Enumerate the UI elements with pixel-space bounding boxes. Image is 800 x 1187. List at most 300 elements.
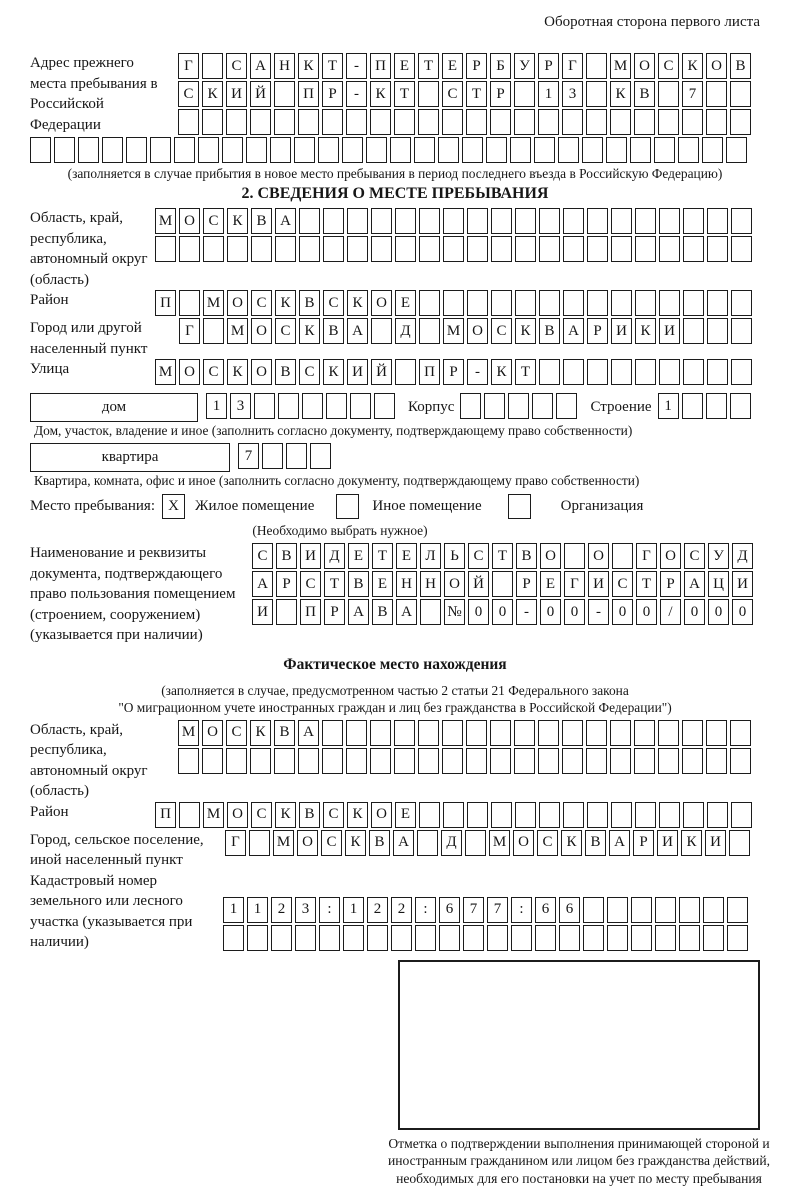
char-box[interactable]: Т [515,359,536,385]
char-box[interactable]: С [299,359,320,385]
char-box[interactable] [683,290,704,316]
checkbox-zhiloe[interactable]: X [162,494,185,519]
checkbox-inoe[interactable] [336,494,359,519]
char-box[interactable] [262,443,283,469]
char-box[interactable]: В [539,318,560,344]
char-box[interactable] [508,393,529,419]
char-box[interactable] [299,236,320,262]
char-box[interactable]: О [179,359,200,385]
char-box[interactable] [515,802,536,828]
char-box[interactable] [418,720,439,746]
char-box[interactable]: К [250,720,271,746]
char-box[interactable]: К [275,290,296,316]
char-box[interactable] [465,830,486,856]
char-box[interactable] [702,137,723,163]
char-box[interactable] [731,359,752,385]
char-box[interactable] [155,236,176,262]
char-box[interactable] [467,208,488,234]
char-box[interactable]: С [275,318,296,344]
char-box[interactable]: Д [395,318,416,344]
char-box[interactable] [587,802,608,828]
char-box[interactable]: № [444,599,465,625]
char-box[interactable] [559,925,580,951]
char-box[interactable] [562,748,583,774]
char-box[interactable] [467,290,488,316]
char-box[interactable]: К [345,830,366,856]
char-box[interactable]: П [155,290,176,316]
char-box[interactable] [611,802,632,828]
char-box[interactable] [276,599,297,625]
char-box[interactable] [371,318,392,344]
char-box[interactable] [683,236,704,262]
char-box[interactable] [443,236,464,262]
char-box[interactable] [179,802,200,828]
char-box[interactable] [727,925,748,951]
char-box[interactable]: И [252,599,273,625]
char-box[interactable]: С [226,720,247,746]
char-box[interactable] [514,81,535,107]
char-box[interactable]: О [513,830,534,856]
char-box[interactable]: С [251,290,272,316]
char-box[interactable] [178,109,199,135]
char-box[interactable]: А [684,571,705,597]
char-box[interactable] [226,748,247,774]
char-box[interactable]: 0 [492,599,513,625]
char-box[interactable] [462,137,483,163]
char-box[interactable]: В [299,802,320,828]
char-box[interactable]: 1 [658,393,679,419]
char-box[interactable]: В [730,53,751,79]
char-box[interactable] [298,748,319,774]
char-box[interactable] [346,109,367,135]
char-box[interactable]: С [323,802,344,828]
char-box[interactable]: А [275,208,296,234]
char-box[interactable] [655,897,676,923]
char-box[interactable] [270,137,291,163]
char-box[interactable] [102,137,123,163]
char-box[interactable] [394,720,415,746]
char-box[interactable]: Д [324,543,345,569]
char-box[interactable]: П [419,359,440,385]
char-box[interactable] [271,925,292,951]
char-box[interactable] [514,720,535,746]
char-box[interactable] [419,208,440,234]
char-box[interactable]: 7 [487,897,508,923]
char-box[interactable]: К [491,359,512,385]
char-box[interactable] [539,802,560,828]
char-box[interactable] [634,720,655,746]
char-box[interactable] [366,137,387,163]
char-box[interactable] [417,830,438,856]
char-box[interactable]: Д [732,543,753,569]
char-box[interactable] [563,359,584,385]
char-box[interactable]: - [346,53,367,79]
char-box[interactable] [726,137,747,163]
char-box[interactable]: О [227,290,248,316]
char-box[interactable]: 7 [682,81,703,107]
char-box[interactable] [514,109,535,135]
char-box[interactable] [247,925,268,951]
char-box[interactable]: Е [395,290,416,316]
char-box[interactable]: Е [348,543,369,569]
char-box[interactable] [346,720,367,746]
char-box[interactable] [538,109,559,135]
char-box[interactable] [418,109,439,135]
char-box[interactable] [370,109,391,135]
char-box[interactable] [535,925,556,951]
char-box[interactable] [491,236,512,262]
char-box[interactable]: - [346,81,367,107]
char-box[interactable]: Р [466,53,487,79]
char-box[interactable] [443,290,464,316]
char-box[interactable] [515,208,536,234]
char-box[interactable] [310,443,331,469]
char-box[interactable] [78,137,99,163]
char-box[interactable]: 2 [391,897,412,923]
char-box[interactable]: С [491,318,512,344]
char-box[interactable]: 3 [295,897,316,923]
char-box[interactable]: И [347,359,368,385]
char-box[interactable]: Ь [444,543,465,569]
checkbox-organizatsiya[interactable] [508,494,531,519]
char-box[interactable] [731,290,752,316]
char-box[interactable]: И [657,830,678,856]
char-box[interactable]: 0 [636,599,657,625]
char-box[interactable] [491,290,512,316]
char-box[interactable]: О [202,720,223,746]
char-box[interactable] [731,802,752,828]
char-box[interactable] [419,802,440,828]
char-box[interactable] [126,137,147,163]
char-box[interactable] [587,290,608,316]
char-box[interactable]: Р [660,571,681,597]
char-box[interactable] [278,393,299,419]
char-box[interactable] [707,359,728,385]
char-box[interactable] [611,359,632,385]
char-box[interactable] [370,748,391,774]
char-box[interactable] [635,802,656,828]
char-box[interactable]: 6 [439,897,460,923]
char-box[interactable]: М [155,208,176,234]
char-box[interactable] [419,236,440,262]
char-box[interactable]: С [178,81,199,107]
char-box[interactable] [706,109,727,135]
char-box[interactable]: К [515,318,536,344]
char-box[interactable] [326,393,347,419]
char-box[interactable]: В [323,318,344,344]
char-box[interactable] [682,393,703,419]
char-box[interactable] [460,393,481,419]
char-box[interactable] [654,137,675,163]
char-box[interactable] [562,720,583,746]
char-box[interactable] [586,720,607,746]
char-box[interactable] [538,748,559,774]
char-box[interactable] [484,393,505,419]
char-box[interactable] [682,109,703,135]
char-box[interactable]: Р [516,571,537,597]
char-box[interactable] [730,748,751,774]
char-box[interactable] [515,236,536,262]
char-box[interactable]: И [659,318,680,344]
char-box[interactable] [443,208,464,234]
char-box[interactable] [658,748,679,774]
char-box[interactable] [607,925,628,951]
char-box[interactable] [486,137,507,163]
char-box[interactable] [635,290,656,316]
char-box[interactable]: О [251,318,272,344]
char-box[interactable] [466,109,487,135]
char-box[interactable] [706,720,727,746]
char-box[interactable] [562,109,583,135]
char-box[interactable] [731,318,752,344]
char-box[interactable] [611,236,632,262]
char-box[interactable] [227,236,248,262]
char-box[interactable]: - [467,359,488,385]
char-box[interactable] [706,748,727,774]
char-box[interactable]: О [467,318,488,344]
char-box[interactable] [659,236,680,262]
char-box[interactable] [558,137,579,163]
char-box[interactable] [727,897,748,923]
char-box[interactable] [583,925,604,951]
char-box[interactable]: Т [466,81,487,107]
char-box[interactable]: А [250,53,271,79]
char-box[interactable] [415,925,436,951]
char-box[interactable]: В [274,720,295,746]
char-box[interactable] [679,897,700,923]
char-box[interactable] [683,318,704,344]
char-box[interactable] [442,720,463,746]
char-box[interactable] [323,208,344,234]
char-box[interactable]: - [588,599,609,625]
char-box[interactable]: М [178,720,199,746]
char-box[interactable]: Т [492,543,513,569]
char-box[interactable]: М [610,53,631,79]
char-box[interactable]: Р [276,571,297,597]
char-box[interactable]: А [396,599,417,625]
char-box[interactable]: Р [322,81,343,107]
char-box[interactable]: А [347,318,368,344]
char-box[interactable] [655,925,676,951]
char-box[interactable]: К [202,81,223,107]
char-box[interactable] [586,53,607,79]
char-box[interactable] [682,720,703,746]
char-box[interactable] [586,748,607,774]
char-box[interactable] [319,925,340,951]
char-box[interactable] [707,802,728,828]
char-box[interactable] [658,109,679,135]
char-box[interactable] [391,925,412,951]
char-box[interactable] [222,137,243,163]
char-box[interactable] [706,81,727,107]
char-box[interactable] [174,137,195,163]
char-box[interactable]: Н [396,571,417,597]
char-box[interactable] [274,109,295,135]
char-box[interactable]: О [634,53,655,79]
char-box[interactable]: 0 [564,599,585,625]
char-box[interactable]: 1 [206,393,227,419]
char-box[interactable]: Г [178,53,199,79]
char-box[interactable] [418,748,439,774]
char-box[interactable]: Р [324,599,345,625]
char-box[interactable] [299,208,320,234]
char-box[interactable]: В [348,571,369,597]
char-box[interactable]: И [300,543,321,569]
char-box[interactable] [586,109,607,135]
char-box[interactable] [491,802,512,828]
char-box[interactable]: М [273,830,294,856]
char-box[interactable] [346,748,367,774]
char-box[interactable]: А [252,571,273,597]
char-box[interactable]: С [684,543,705,569]
char-box[interactable]: К [561,830,582,856]
char-box[interactable] [370,720,391,746]
char-box[interactable]: М [227,318,248,344]
char-box[interactable] [634,109,655,135]
char-box[interactable]: Г [636,543,657,569]
char-box[interactable]: В [275,359,296,385]
char-box[interactable] [706,393,727,419]
char-box[interactable] [274,81,295,107]
char-box[interactable]: С [442,81,463,107]
char-box[interactable] [635,208,656,234]
char-box[interactable] [467,236,488,262]
char-box[interactable] [179,290,200,316]
char-box[interactable]: А [298,720,319,746]
char-box[interactable] [731,236,752,262]
char-box[interactable]: К [227,208,248,234]
char-box[interactable] [463,925,484,951]
char-box[interactable]: / [660,599,681,625]
char-box[interactable]: В [372,599,393,625]
char-box[interactable] [538,720,559,746]
char-box[interactable]: К [347,802,368,828]
char-box[interactable]: А [393,830,414,856]
char-box[interactable] [679,925,700,951]
char-box[interactable] [683,208,704,234]
char-box[interactable]: - [516,599,537,625]
char-box[interactable]: М [489,830,510,856]
char-box[interactable] [439,925,460,951]
char-box[interactable] [707,208,728,234]
char-box[interactable] [612,543,633,569]
char-box[interactable] [659,290,680,316]
char-box[interactable]: Н [274,53,295,79]
char-box[interactable] [467,802,488,828]
char-box[interactable]: У [514,53,535,79]
char-box[interactable] [251,236,272,262]
char-box[interactable]: О [297,830,318,856]
char-box[interactable]: Р [490,81,511,107]
char-box[interactable] [395,236,416,262]
char-box[interactable] [202,109,223,135]
char-box[interactable]: : [511,897,532,923]
char-box[interactable]: Е [540,571,561,597]
char-box[interactable] [582,137,603,163]
char-box[interactable] [275,236,296,262]
char-box[interactable] [635,236,656,262]
char-box[interactable]: О [371,290,392,316]
char-box[interactable] [539,208,560,234]
char-box[interactable]: С [300,571,321,597]
char-box[interactable] [730,81,751,107]
char-box[interactable] [631,925,652,951]
char-box[interactable]: Г [225,830,246,856]
char-box[interactable] [179,236,200,262]
char-box[interactable]: 3 [562,81,583,107]
char-box[interactable]: О [251,359,272,385]
char-box[interactable] [707,318,728,344]
char-box[interactable] [611,208,632,234]
char-box[interactable]: 0 [540,599,561,625]
char-box[interactable]: В [369,830,390,856]
char-box[interactable]: Н [420,571,441,597]
char-box[interactable] [394,109,415,135]
char-box[interactable]: К [682,53,703,79]
char-box[interactable] [322,720,343,746]
char-box[interactable]: 2 [271,897,292,923]
char-box[interactable] [631,897,652,923]
char-box[interactable]: Р [538,53,559,79]
char-box[interactable] [487,925,508,951]
char-box[interactable]: Т [418,53,439,79]
char-box[interactable] [563,208,584,234]
char-box[interactable]: Е [395,802,416,828]
char-box[interactable] [659,359,680,385]
char-box[interactable] [731,208,752,234]
char-box[interactable] [342,137,363,163]
char-box[interactable]: Т [324,571,345,597]
char-box[interactable]: 3 [230,393,251,419]
char-box[interactable] [390,137,411,163]
char-box[interactable] [730,393,751,419]
char-box[interactable] [707,290,728,316]
char-box[interactable] [511,925,532,951]
char-box[interactable] [607,897,628,923]
char-box[interactable] [466,720,487,746]
char-box[interactable]: П [300,599,321,625]
char-box[interactable] [395,208,416,234]
char-box[interactable]: И [732,571,753,597]
char-box[interactable] [563,290,584,316]
char-box[interactable] [610,720,631,746]
char-box[interactable]: К [298,53,319,79]
char-box[interactable] [563,802,584,828]
char-box[interactable] [606,137,627,163]
char-box[interactable] [514,748,535,774]
char-box[interactable]: В [585,830,606,856]
char-box[interactable]: 0 [708,599,729,625]
char-box[interactable] [318,137,339,163]
char-box[interactable] [250,748,271,774]
char-box[interactable] [534,137,555,163]
char-box[interactable]: 7 [238,443,259,469]
char-box[interactable] [198,137,219,163]
char-box[interactable]: О [540,543,561,569]
char-box[interactable] [610,109,631,135]
char-box[interactable] [419,290,440,316]
char-box[interactable]: Г [179,318,200,344]
char-box[interactable]: С [468,543,489,569]
char-box[interactable] [298,109,319,135]
char-box[interactable] [302,393,323,419]
char-box[interactable] [322,748,343,774]
char-box[interactable]: О [444,571,465,597]
char-box[interactable] [490,748,511,774]
char-box[interactable]: П [370,53,391,79]
dom-type-field[interactable]: дом [30,393,198,422]
char-box[interactable]: 1 [343,897,364,923]
